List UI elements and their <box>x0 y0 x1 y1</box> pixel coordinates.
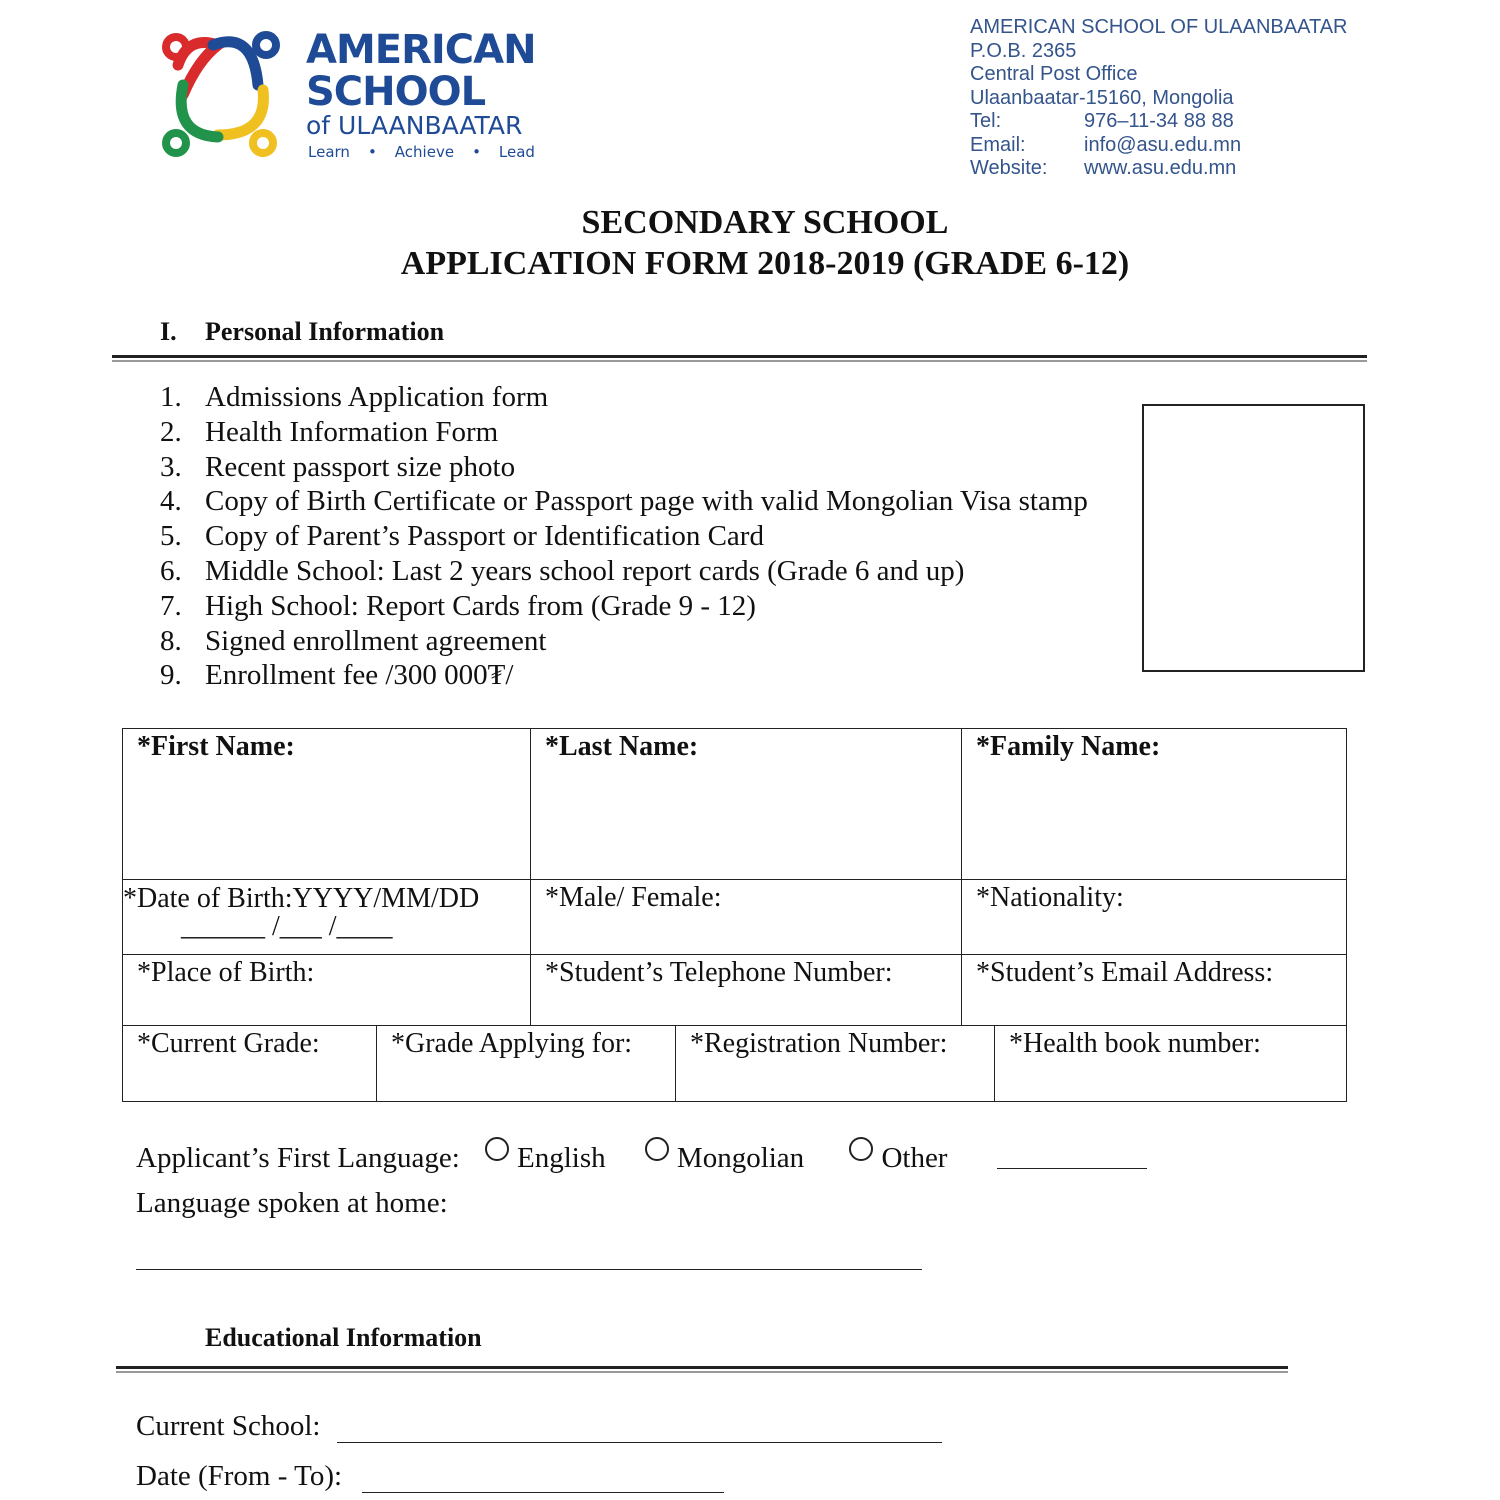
gender-field[interactable]: *Male/ Female: <box>530 879 962 955</box>
tel-row: Tel: 976–11-34 88 88 <box>970 110 1234 132</box>
form-title-line1: SECONDARY SCHOOL <box>581 204 949 241</box>
health-book-field[interactable]: *Health book number: <box>994 1025 1347 1102</box>
section-personal-heading: I. Personal Information <box>160 317 445 346</box>
telephone-field[interactable]: *Student’s Telephone Number: <box>530 954 962 1026</box>
logo-line2: SCHOOL <box>306 69 486 115</box>
other-language-input[interactable] <box>997 1168 1147 1169</box>
dates-label: Date (From - To): <box>136 1460 343 1492</box>
last-name-field[interactable]: *Last Name: <box>530 728 962 880</box>
email-field[interactable]: *Student’s Email Address: <box>961 954 1347 1026</box>
family-name-field[interactable]: *Family Name: <box>961 728 1347 880</box>
place-of-birth-field[interactable]: *Place of Birth: <box>122 954 531 1026</box>
grade-applying-field[interactable]: *Grade Applying for: <box>376 1025 676 1102</box>
logo-line1: AMERICAN <box>306 27 536 73</box>
radio-circle-icon[interactable] <box>485 1137 509 1161</box>
first-language-row: Applicant’s First Language: English Mongolian Other <box>136 1137 947 1175</box>
list-item: 8. Signed enrollment agreement <box>160 624 547 657</box>
dob-field[interactable]: *Date of Birth:YYYY/MM/DD ______ /___ /____ <box>122 879 531 955</box>
current-school-input[interactable] <box>337 1442 942 1443</box>
list-item: 1. Admissions Application form <box>160 381 549 413</box>
list-item: 9. Enrollment fee /300 000₮/ <box>160 659 514 692</box>
radio-mongolian[interactable]: Mongolian <box>645 1142 804 1174</box>
school-logo <box>158 25 536 165</box>
nationality-field[interactable]: *Nationality: <box>961 879 1347 955</box>
logo-tagline: Learn • Achieve • Lead <box>308 143 535 161</box>
logo-emblem-icon <box>158 25 283 165</box>
radio-other[interactable]: Other <box>849 1142 947 1174</box>
photo-box[interactable] <box>1142 404 1365 672</box>
section-divider <box>112 355 1367 362</box>
section-divider <box>116 1366 1288 1373</box>
radio-circle-icon[interactable] <box>849 1137 873 1161</box>
list-item: 5. Copy of Parent’s Passport or Identification Card <box>160 520 764 553</box>
list-item: 7. High School: Report Cards from (Grade 9 - 12) <box>160 589 756 622</box>
radio-english[interactable]: English <box>485 1142 606 1174</box>
list-item: 3. Recent passport size photo <box>160 450 516 483</box>
home-language-label: Language spoken at home: <box>136 1187 448 1219</box>
list-item: 4. Copy of Birth Certificate or Passport page with valid Mongolian Visa stamp <box>160 485 1088 518</box>
list-item: 2. Health Information Form <box>160 415 499 448</box>
section-education-heading: Educational Information <box>205 1323 482 1352</box>
home-language-input[interactable] <box>136 1269 922 1270</box>
current-grade-field[interactable]: *Current Grade: <box>122 1025 377 1102</box>
current-school-label: Current School: <box>136 1410 321 1442</box>
form-title-line2: APPLICATION FORM 2018-2019 (GRADE 6-12) <box>400 245 1130 282</box>
registration-number-field[interactable]: *Registration Number: <box>675 1025 995 1102</box>
document-checklist <box>160 380 1088 693</box>
dates-input[interactable] <box>362 1492 724 1493</box>
radio-circle-icon[interactable] <box>645 1137 669 1161</box>
school-address: AMERICAN SCHOOL OF ULAANBAATAR P.O.B. 2365 Central Post Office Ulaanbaatar-15160, Mongolia Tel: 976–11-34 88 88 Email: info@asu.edu.mn Website: www.asu.edu.mn <box>970 16 1348 179</box>
website-row: Website: www.asu.edu.mn <box>970 157 1237 179</box>
list-item: 6. Middle School: Last 2 years school report cards (Grade 6 and up) <box>160 554 965 587</box>
logo-line3: of ULAANBAATAR <box>306 111 523 140</box>
email-row: Email: info@asu.edu.mn <box>970 133 1242 156</box>
first-name-field[interactable]: *First Name: <box>122 728 531 880</box>
